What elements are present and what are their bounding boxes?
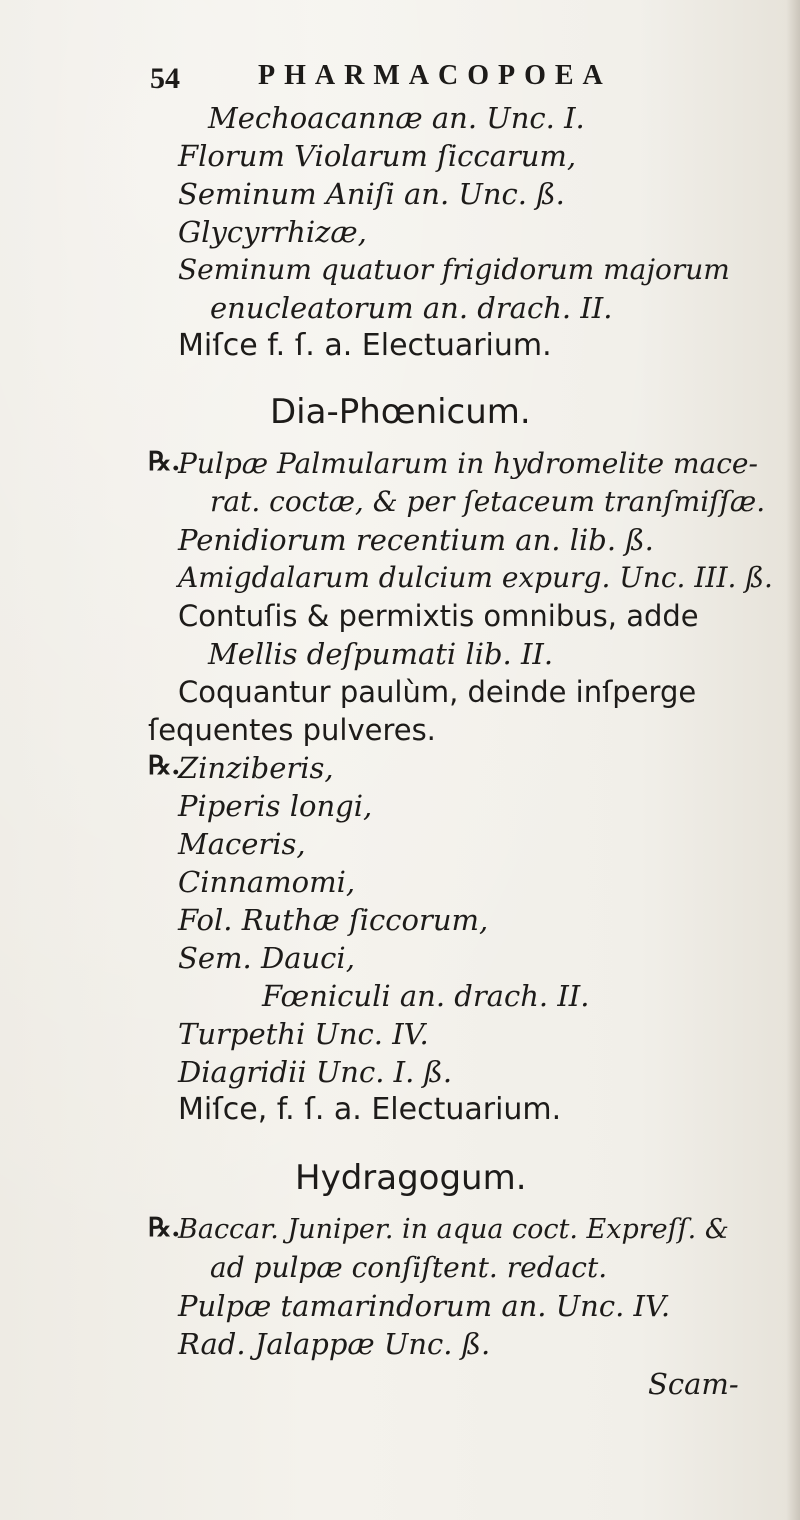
text-line: Contuſis & permixtis omnibus, adde: [178, 599, 699, 633]
text-line: Pulpæ Palmularum in hydromelite mace-: [178, 447, 758, 480]
text-line: Miſce f. ſ. a. Electuarium.: [178, 328, 552, 363]
text-line: Zinziberis,: [178, 751, 334, 785]
text-line: Piperis longi,: [178, 789, 373, 823]
text-line: ſequentes pulveres.: [148, 713, 436, 747]
running-title: PHARMACOPOEA: [258, 60, 612, 91]
text-line: Seminum Aniſi an. Unc. ß.: [178, 177, 565, 211]
text-line: Sem. Dauci,: [178, 941, 355, 975]
recipe-symbol: ℞.: [148, 751, 181, 781]
text-line: Diagridii Unc. I. ß.: [178, 1055, 453, 1089]
text-line: Baccar. Juniper. in aqua coct. Expreſſ. &: [178, 1214, 729, 1245]
section-heading: Hydragogum.: [295, 1158, 527, 1198]
text-line: Amigdalarum dulcium expurg. Unc. III. ß.: [178, 561, 773, 594]
recipe-symbol: ℞.: [148, 1213, 181, 1243]
section-heading: Dia-Phœnicum.: [270, 392, 531, 432]
text-line: Florum Violarum ſiccarum,: [178, 139, 577, 173]
text-line: Coquantur paulùm, deinde inſperge: [178, 675, 697, 709]
recipe-symbol: ℞.: [148, 447, 181, 477]
text-line: Mellis deſpumati lib. II.: [208, 637, 554, 671]
text-line: Turpethi Unc. IV.: [178, 1017, 429, 1051]
text-line: ad pulpæ conſiſtent. redact.: [210, 1251, 608, 1284]
text-line: Maceris,: [178, 827, 306, 861]
text-line: Pulpæ tamarindorum an. Unc. IV.: [178, 1289, 671, 1323]
text-line: Fol. Ruthæ ſiccorum,: [178, 903, 489, 937]
page-edge-shadow: [786, 0, 800, 1520]
catchword: Scam-: [648, 1367, 739, 1401]
text-line: Seminum quatuor frigidorum majorum: [178, 253, 730, 286]
text-line: Glycyrrhizæ,: [178, 215, 367, 249]
text-line: Cinnamomi,: [178, 865, 356, 899]
text-line: rat. coctæ, & per ſetaceum tranſmiſſæ.: [210, 485, 766, 518]
text-line: Penidiorum recentium an. lib. ß.: [178, 523, 654, 557]
text-line: Rad. Jalappæ Unc. ß.: [178, 1327, 491, 1361]
text-line: enucleatorum an. drach. II.: [210, 291, 613, 325]
text-line: Miſce, f. ſ. a. Electuarium.: [178, 1092, 562, 1127]
text-line: Fœniculi an. drach. II.: [262, 979, 590, 1013]
page-number: 54: [150, 62, 180, 95]
text-line: Mechoacannæ an. Unc. I.: [208, 101, 585, 135]
